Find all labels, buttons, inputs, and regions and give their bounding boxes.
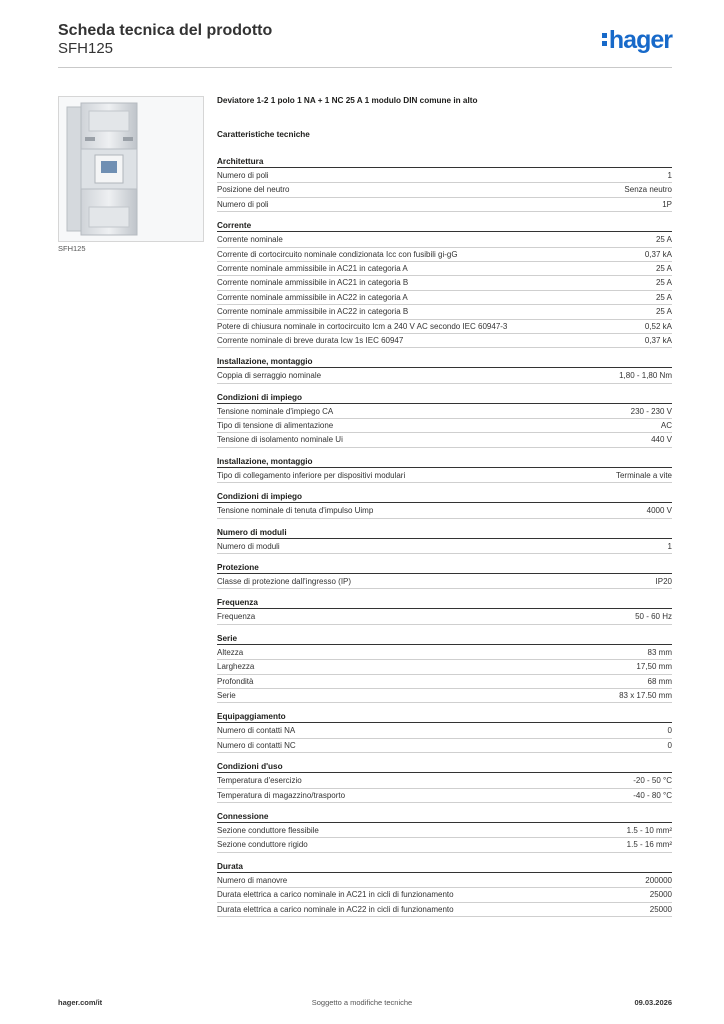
product-code: SFH125	[58, 40, 114, 57]
spec-label: Tensione di isolamento nominale Ui	[217, 435, 343, 445]
spec-row	[217, 739, 672, 753]
spec-value: AC	[660, 421, 672, 431]
spec-section	[217, 711, 672, 753]
spec-row	[217, 419, 672, 433]
spec-value: 1P	[662, 199, 672, 209]
section-title: Connessione	[217, 811, 672, 823]
spec-sheet	[217, 96, 672, 925]
spec-label: Sezione conduttore flessibile	[217, 825, 319, 835]
spec-row	[217, 248, 672, 262]
spec-row	[217, 276, 672, 290]
spec-value: 1	[667, 541, 672, 551]
spec-value: -20 - 50 °C	[633, 776, 672, 786]
spec-section	[217, 392, 672, 448]
logo-colon-icon	[602, 29, 607, 48]
spec-value: 17,50 mm	[636, 662, 672, 672]
spec-label: Corrente nominale ammissibile in AC22 in categoria A	[217, 292, 408, 302]
spec-row	[217, 320, 672, 334]
spec-value: 25 A	[655, 263, 672, 273]
spec-section	[217, 861, 672, 917]
spec-section	[217, 156, 672, 212]
spec-value: 4000 V	[646, 506, 672, 516]
section-title: Serie	[217, 633, 672, 645]
spec-row	[217, 469, 672, 483]
spec-label: Potere di chiusura nominale in cortocircuito Icm a 240 V AC secondo IEC 60947-3	[217, 321, 508, 331]
spec-value: 0,37 kA	[644, 249, 672, 259]
footer-date: 09.03.2026	[634, 998, 672, 1007]
section-title: Protezione	[217, 562, 672, 574]
spec-label: Corrente di cortocircuito nominale condizionata Icc con fusibili gi-gG	[217, 249, 458, 259]
spec-label: Corrente nominale	[217, 235, 283, 245]
spec-label: Numero di contatti NC	[217, 740, 296, 750]
spec-label: Frequenza	[217, 612, 256, 622]
spec-value: IP20	[655, 577, 672, 587]
spec-row	[217, 540, 672, 554]
spec-value: -40 - 80 °C	[633, 790, 672, 800]
spec-row	[217, 169, 672, 183]
spec-label: Tipo di tensione di alimentazione	[217, 421, 334, 431]
footer-note: Soggetto a modifiche tecniche	[311, 998, 413, 1007]
spec-label: Tensione nominale di tenuta d'impulso Uimp	[217, 506, 374, 516]
spec-section	[217, 597, 672, 624]
spec-section	[217, 527, 672, 554]
product-description: Deviatore 1-2 1 polo 1 NA + 1 NC 25 A 1 modulo DIN comune in alto	[217, 96, 478, 105]
spec-row	[217, 305, 672, 319]
spec-row	[217, 334, 672, 348]
spec-value: 0,52 kA	[644, 321, 672, 331]
spec-row	[217, 724, 672, 738]
spec-label: Tipo di collegamento inferiore per dispositivi modulari	[217, 470, 406, 480]
spec-row	[217, 838, 672, 852]
spec-row	[217, 198, 672, 212]
spec-label: Larghezza	[217, 662, 255, 672]
spec-label: Numero di contatti NA	[217, 726, 296, 736]
spec-label: Altezza	[217, 647, 244, 657]
spec-row	[217, 233, 672, 247]
spec-label: Durata elettrica a carico nominale in AC21 in cicli di funzionamento	[217, 890, 454, 900]
section-title: Installazione, montaggio	[217, 356, 672, 368]
spec-row	[217, 660, 672, 674]
section-title: Condizioni d'uso	[217, 761, 672, 773]
spec-sections	[217, 156, 672, 917]
spec-label: Numero di manovre	[217, 875, 288, 885]
spec-row	[217, 675, 672, 689]
spec-row	[217, 774, 672, 788]
image-caption: SFH125	[58, 244, 86, 253]
spec-value: 230 - 230 V	[630, 406, 672, 416]
spec-value: 200000	[645, 875, 672, 885]
spec-value: 25 A	[655, 235, 672, 245]
section-title: Numero di moduli	[217, 527, 672, 539]
spec-value: 25 A	[655, 292, 672, 302]
spec-row	[217, 183, 672, 197]
section-title: Architettura	[217, 156, 672, 168]
spec-row	[217, 575, 672, 589]
spec-label: Tensione nominale d'impiego CA	[217, 406, 334, 416]
spec-row	[217, 689, 672, 703]
spec-value: 25 A	[655, 307, 672, 317]
spec-row	[217, 291, 672, 305]
product-image	[58, 96, 204, 242]
spec-row	[217, 504, 672, 518]
spec-section	[217, 491, 672, 518]
spec-label: Serie	[217, 690, 236, 700]
spec-value: 25000	[649, 904, 672, 914]
spec-row	[217, 824, 672, 838]
spec-value: 25 A	[655, 278, 672, 288]
spec-section	[217, 761, 672, 803]
spec-row	[217, 262, 672, 276]
section-title: Installazione, montaggio	[217, 456, 672, 468]
spec-value: 1.5 - 10 mm²	[626, 825, 672, 835]
spec-value: 1,80 - 1,80 Nm	[619, 371, 672, 381]
header-divider	[58, 67, 672, 68]
circuit-breaker-illustration	[59, 97, 203, 241]
spec-row	[217, 369, 672, 383]
spec-section	[217, 811, 672, 853]
spec-value: 25000	[649, 890, 672, 900]
spec-label: Temperatura di magazzino/trasporto	[217, 790, 346, 800]
spec-label: Sezione conduttore rigido	[217, 840, 308, 850]
section-title: Durata	[217, 861, 672, 873]
logo-text: hager	[608, 26, 672, 54]
spec-row	[217, 405, 672, 419]
spec-row	[217, 903, 672, 917]
spec-label: Numero di poli	[217, 199, 269, 209]
section-title: Condizioni di impiego	[217, 491, 672, 503]
spec-label: Temperatura d'esercizio	[217, 776, 302, 786]
spec-row	[217, 888, 672, 902]
section-title: Condizioni di impiego	[217, 392, 672, 404]
spec-value: 1	[667, 171, 672, 180]
spec-row	[217, 874, 672, 888]
spec-section	[217, 220, 672, 348]
spec-value: 83 x 17.50 mm	[619, 690, 672, 700]
spec-label: Corrente nominale di breve durata Icw 1s IEC 60947	[217, 335, 404, 345]
spec-row	[217, 610, 672, 624]
spec-label: Corrente nominale ammissibile in AC22 in categoria B	[217, 307, 409, 317]
spec-label: Numero di poli	[217, 171, 269, 180]
spec-section	[217, 356, 672, 383]
section-title: Corrente	[217, 220, 672, 232]
spec-value: 1.5 - 16 mm²	[626, 840, 672, 850]
section-title: Equipaggiamento	[217, 711, 672, 723]
spec-value: 0,37 kA	[644, 335, 672, 345]
document-title: Scheda tecnica del prodotto	[58, 22, 273, 39]
spec-row	[217, 789, 672, 803]
spec-label: Corrente nominale ammissibile in AC21 in categoria B	[217, 278, 409, 288]
footer-website: hager.com/it	[58, 998, 103, 1007]
section-title: Frequenza	[217, 597, 672, 609]
spec-value: 50 - 60 Hz	[635, 612, 672, 622]
spec-label: Posizione del neutro	[217, 185, 290, 195]
spec-label: Durata elettrica a carico nominale in AC22 in cicli di funzionamento	[217, 904, 454, 914]
spec-row	[217, 646, 672, 660]
spec-label: Numero di moduli	[217, 541, 280, 551]
spec-value: Senza neutro	[624, 185, 672, 195]
hager-logo	[602, 28, 672, 53]
spec-section	[217, 456, 672, 483]
spec-value: 0	[667, 740, 672, 750]
spec-section	[217, 562, 672, 589]
spec-value: 440 V	[651, 435, 672, 445]
spec-section	[217, 633, 672, 704]
characteristics-title: Caratteristiche tecniche	[217, 130, 310, 139]
spec-value: 83 mm	[647, 647, 672, 657]
spec-label: Corrente nominale ammissibile in AC21 in categoria A	[217, 263, 408, 273]
spec-label: Classe di protezione dall'ingresso (IP)	[217, 577, 352, 587]
spec-label: Coppia di serraggio nominale	[217, 371, 322, 381]
spec-value: 0	[667, 726, 672, 736]
spec-label: Profondità	[217, 676, 254, 686]
spec-row	[217, 433, 672, 447]
spec-value: 68 mm	[647, 676, 672, 686]
spec-value: Terminale a vite	[615, 470, 672, 480]
